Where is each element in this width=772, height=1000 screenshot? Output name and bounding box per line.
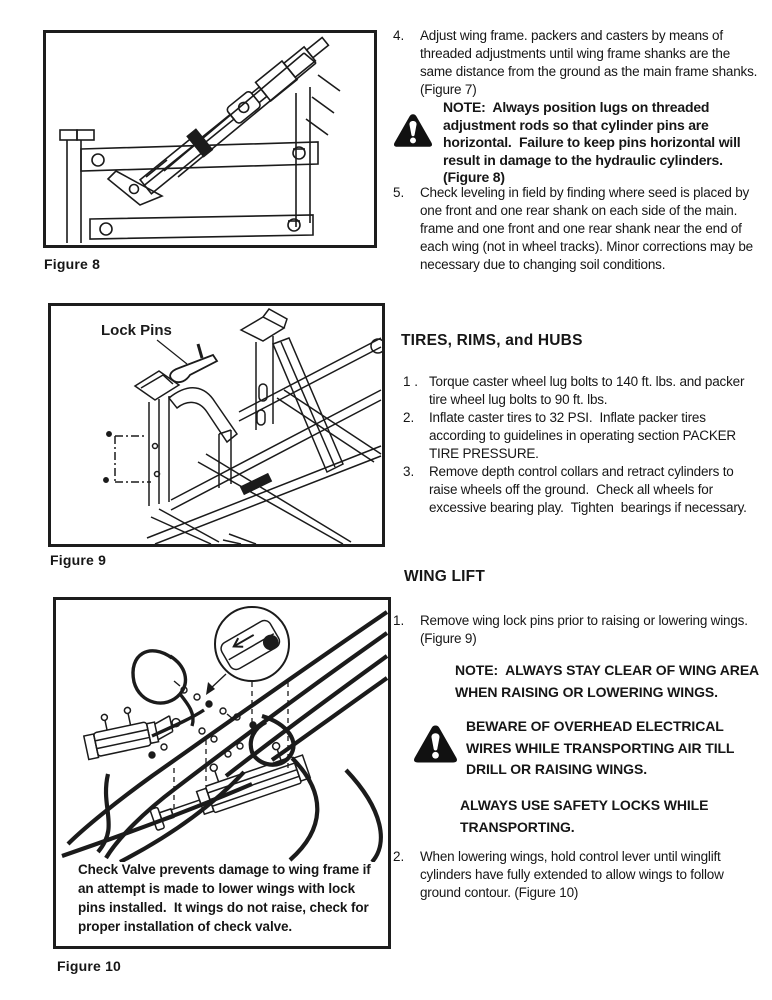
leveling-item-5 <box>393 184 765 274</box>
figure10-check-valve-note: Check Valve prevents damage to wing frame if an attempt is made to lower wings with lock pins installed. It wings do not raise, check for proper installation of check valve. <box>78 862 375 934</box>
list-number: 2. <box>393 849 405 864</box>
winglift-warning <box>393 716 765 781</box>
wing-lift-heading: WING LIFT <box>404 568 486 585</box>
warning-triangle-icon <box>393 113 433 148</box>
list-text: Inflate caster tires to 32 PSI. Inflate packer tires according to guidelines in operating section PACKER TIRE PRESSURE. <box>429 410 740 461</box>
list-text: Remove wing lock pins prior to raising or lowering wings. (Figure 9) <box>420 613 752 646</box>
figure9-lockpins-label: Lock Pins <box>101 322 172 339</box>
list-number: 3. <box>403 464 415 479</box>
list-text: Torque caster wheel lug bolts to 140 ft. lbs. and packer tire wheel lug bolts to 90 ft. lbs. <box>429 374 748 407</box>
list-text: When lowering wings, hold control lever until winglift cylinders have fully extended to allow wings to follow ground contour. (Figure 10) <box>420 849 728 900</box>
list-number: 2. <box>403 410 415 425</box>
list-number: 5. <box>393 185 405 200</box>
warning-triangle-icon <box>413 724 458 764</box>
winglift-note-stay-clear: NOTE: ALWAYS STAY CLEAR OF WING AREA WHEN RAISING OR LOWERING WINGS. <box>455 662 763 700</box>
tires-rims-hubs-heading: TIRES, RIMS, and HUBS <box>401 332 583 349</box>
figure9-drawing <box>51 306 382 544</box>
list-number: 1 . <box>403 374 419 389</box>
figure10-drawing <box>56 600 388 862</box>
list-number: 1. <box>393 613 405 628</box>
tires-item-2 <box>403 409 765 463</box>
winglift-item-2 <box>393 848 765 902</box>
note-text: NOTE: Always position lugs on threaded adjustment rods so that cylinder pins are horizontal. Failure to keep pins horizontal will result in damage to the hydraulic cylinders. (Figure 8) <box>443 99 745 185</box>
tires-item-3 <box>403 463 765 517</box>
winglift-note-safety-locks: ALWAYS USE SAFETY LOCKS WHILE TRANSPORTING. <box>460 797 713 835</box>
list-text: Remove depth control collars and retract cylinders to raise wheels off the ground. Check all wheels for excessive bearing play. Tighten bearings if necessary. <box>429 464 747 515</box>
figure9-box <box>48 303 385 547</box>
figure10-box <box>53 597 391 949</box>
figure10-caption: Figure 10 <box>57 958 122 974</box>
leveling-warning-note <box>393 99 765 187</box>
figure9-caption: Figure 9 <box>50 552 107 568</box>
figure8-drawing <box>46 33 374 245</box>
winglift-item-1 <box>393 612 765 648</box>
list-text: Adjust wing frame. packers and casters by means of threaded adjustments until wing frame shanks are the same distance from the ground as the main frame shanks. (Figure 7) <box>420 28 761 97</box>
leveling-item-4 <box>393 27 765 99</box>
warning-text: BEWARE OF OVERHEAD ELECTRICAL WIRES WHILE TRANSPORTING AIR TILL DRILL OR RAISING WINGS. <box>466 718 738 777</box>
tires-list <box>393 373 765 517</box>
tires-item-1 <box>403 373 765 409</box>
figure8-box <box>43 30 377 248</box>
list-number: 4. <box>393 28 405 43</box>
figure8-caption: Figure 8 <box>44 256 101 272</box>
list-text: Check leveling in field by finding where seed is placed by one front and one rear shank on each side of the main. frame and one front and one rear shank near the end of each wing (not in wheel tracks). Minor corrections may be necessary due to changing soil conditions. <box>420 185 757 272</box>
